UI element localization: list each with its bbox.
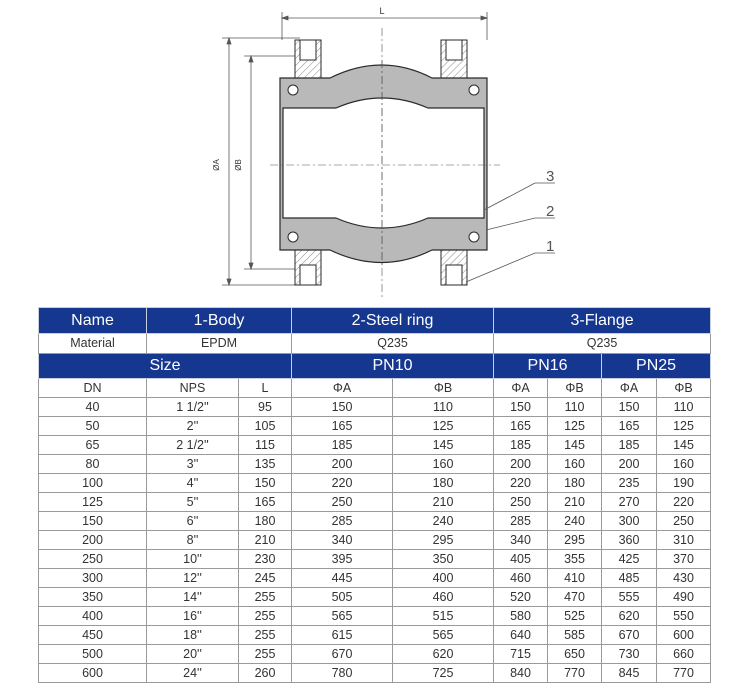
cell-pn10-a: 250: [292, 493, 393, 512]
cell-pn25-a: 185: [602, 436, 657, 455]
cell-pn16-b: 525: [548, 607, 602, 626]
cell-pn25-a: 300: [602, 512, 657, 531]
cell-pn25-b: 430: [657, 569, 711, 588]
cell-pn16-a: 460: [494, 569, 548, 588]
cell-pn16-b: 585: [548, 626, 602, 645]
cell-pn25-a: 425: [602, 550, 657, 569]
col-pn10-a: ΦA: [292, 379, 393, 398]
cell-pn10-a: 165: [292, 417, 393, 436]
cell-pn16-a: 285: [494, 512, 548, 531]
cell-l: 135: [239, 455, 292, 474]
table-row: [39, 607, 711, 626]
cell-pn10-a: 565: [292, 607, 393, 626]
cell-pn10-a: 340: [292, 531, 393, 550]
cell-pn25-a: 360: [602, 531, 657, 550]
cell-pn10-a: 395: [292, 550, 393, 569]
cell-pn10-a: 615: [292, 626, 393, 645]
cell-pn10-b: 210: [393, 493, 494, 512]
cell-dn: 600: [39, 664, 147, 683]
cell-l: 245: [239, 569, 292, 588]
cell-pn16-a: 220: [494, 474, 548, 493]
cell-l: 255: [239, 626, 292, 645]
cell-pn16-a: 250: [494, 493, 548, 512]
cell-dn: 400: [39, 607, 147, 626]
col-pn16-a: ΦA: [494, 379, 548, 398]
cell-nps: 2'': [147, 417, 239, 436]
cell-pn10-a: 150: [292, 398, 393, 417]
cell-pn25-b: 160: [657, 455, 711, 474]
header-flange: 3-Flange: [494, 308, 711, 334]
group-pn16: PN16: [494, 354, 602, 379]
cell-pn25-a: 235: [602, 474, 657, 493]
cell-pn10-b: 240: [393, 512, 494, 531]
cell-pn16-b: 210: [548, 493, 602, 512]
col-pn10-b: ΦB: [393, 379, 494, 398]
table-row: [39, 493, 711, 512]
group-pn10: PN10: [292, 354, 494, 379]
cell-pn10-b: 460: [393, 588, 494, 607]
table-row: [39, 550, 711, 569]
col-dn: DN: [39, 379, 147, 398]
cell-pn25-a: 270: [602, 493, 657, 512]
cell-pn25-a: 730: [602, 645, 657, 664]
cell-pn25-b: 490: [657, 588, 711, 607]
cell-pn25-b: 550: [657, 607, 711, 626]
cell-pn16-b: 410: [548, 569, 602, 588]
material-flange: Q235: [494, 334, 711, 354]
cell-pn25-a: 845: [602, 664, 657, 683]
material-row: [39, 334, 711, 354]
dimension-a-label: ØA: [212, 159, 221, 171]
cell-pn10-b: 620: [393, 645, 494, 664]
cell-pn25-b: 125: [657, 417, 711, 436]
cell-nps: 5'': [147, 493, 239, 512]
cell-pn25-b: 250: [657, 512, 711, 531]
table-row: [39, 417, 711, 436]
cell-l: 255: [239, 588, 292, 607]
cell-pn25-a: 200: [602, 455, 657, 474]
cell-dn: 50: [39, 417, 147, 436]
cell-pn25-a: 555: [602, 588, 657, 607]
table-row: [39, 645, 711, 664]
cell-pn10-a: 670: [292, 645, 393, 664]
cell-nps: 24'': [147, 664, 239, 683]
cell-pn16-b: 125: [548, 417, 602, 436]
spec-table: [38, 307, 711, 683]
cell-pn10-b: 160: [393, 455, 494, 474]
cell-pn25-b: 310: [657, 531, 711, 550]
cell-pn25-b: 220: [657, 493, 711, 512]
cell-pn10-b: 125: [393, 417, 494, 436]
cell-pn16-b: 295: [548, 531, 602, 550]
cell-pn16-a: 340: [494, 531, 548, 550]
cell-pn10-b: 295: [393, 531, 494, 550]
cell-pn10-b: 725: [393, 664, 494, 683]
cell-dn: 200: [39, 531, 147, 550]
table-row: [39, 398, 711, 417]
cell-l: 180: [239, 512, 292, 531]
cell-pn16-a: 715: [494, 645, 548, 664]
table-row: [39, 455, 711, 474]
cell-nps: 14'': [147, 588, 239, 607]
cell-l: 260: [239, 664, 292, 683]
rubber-joint-drawing: [0, 0, 750, 300]
cell-pn25-a: 670: [602, 626, 657, 645]
cell-pn10-b: 565: [393, 626, 494, 645]
cell-dn: 80: [39, 455, 147, 474]
cell-pn10-b: 180: [393, 474, 494, 493]
cell-nps: 20'': [147, 645, 239, 664]
callout-2: 2: [546, 203, 555, 220]
cell-dn: 300: [39, 569, 147, 588]
cell-nps: 10'': [147, 550, 239, 569]
cell-dn: 65: [39, 436, 147, 455]
cell-dn: 100: [39, 474, 147, 493]
group-row: [39, 354, 711, 379]
material-body: EPDM: [147, 334, 292, 354]
table-row: [39, 569, 711, 588]
cell-dn: 450: [39, 626, 147, 645]
cell-pn10-b: 515: [393, 607, 494, 626]
cell-pn16-b: 160: [548, 455, 602, 474]
cell-pn25-b: 370: [657, 550, 711, 569]
cell-pn16-b: 240: [548, 512, 602, 531]
cell-pn25-a: 165: [602, 417, 657, 436]
cell-pn10-a: 445: [292, 569, 393, 588]
table-row: [39, 588, 711, 607]
cell-l: 150: [239, 474, 292, 493]
cell-pn25-a: 485: [602, 569, 657, 588]
table-row: [39, 436, 711, 455]
col-nps: NPS: [147, 379, 239, 398]
cell-nps: 3'': [147, 455, 239, 474]
cell-pn25-b: 660: [657, 645, 711, 664]
cell-pn16-a: 640: [494, 626, 548, 645]
cell-pn10-a: 220: [292, 474, 393, 493]
table-row: [39, 664, 711, 683]
table-row: [39, 531, 711, 550]
cell-pn25-b: 600: [657, 626, 711, 645]
cell-pn10-a: 505: [292, 588, 393, 607]
cell-pn10-a: 185: [292, 436, 393, 455]
cell-nps: 12'': [147, 569, 239, 588]
cell-pn16-a: 150: [494, 398, 548, 417]
cell-pn16-a: 165: [494, 417, 548, 436]
cell-dn: 40: [39, 398, 147, 417]
cell-pn10-a: 200: [292, 455, 393, 474]
cell-nps: 2 1/2'': [147, 436, 239, 455]
cell-l: 255: [239, 607, 292, 626]
cell-pn16-b: 355: [548, 550, 602, 569]
cell-nps: 6'': [147, 512, 239, 531]
cell-pn16-b: 650: [548, 645, 602, 664]
cell-pn25-b: 190: [657, 474, 711, 493]
header-row: [39, 308, 711, 334]
callout-1: 1: [546, 238, 555, 255]
cell-pn10-b: 110: [393, 398, 494, 417]
cell-pn10-a: 780: [292, 664, 393, 683]
cell-pn16-a: 580: [494, 607, 548, 626]
cell-dn: 250: [39, 550, 147, 569]
cell-pn16-b: 110: [548, 398, 602, 417]
material-label: Material: [39, 334, 147, 354]
column-label-row: [39, 379, 711, 398]
cell-pn16-a: 405: [494, 550, 548, 569]
cell-l: 115: [239, 436, 292, 455]
cell-pn25-a: 150: [602, 398, 657, 417]
cell-pn10-b: 400: [393, 569, 494, 588]
table-row: [39, 626, 711, 645]
cell-pn25-b: 770: [657, 664, 711, 683]
header-steel-ring: 2-Steel ring: [292, 308, 494, 334]
cell-pn16-b: 770: [548, 664, 602, 683]
cell-nps: 4'': [147, 474, 239, 493]
callout-3: 3: [546, 168, 555, 185]
cell-l: 230: [239, 550, 292, 569]
col-pn25-b: ΦB: [657, 379, 711, 398]
dimension-l: [282, 12, 487, 40]
cell-pn16-a: 520: [494, 588, 548, 607]
cell-pn10-b: 145: [393, 436, 494, 455]
cell-pn25-b: 110: [657, 398, 711, 417]
cell-pn25-b: 145: [657, 436, 711, 455]
group-pn25: PN25: [602, 354, 711, 379]
cell-pn16-a: 200: [494, 455, 548, 474]
cell-nps: 1 1/2'': [147, 398, 239, 417]
table-row: [39, 474, 711, 493]
cell-pn16-b: 145: [548, 436, 602, 455]
cell-dn: 125: [39, 493, 147, 512]
cell-l: 95: [239, 398, 292, 417]
cell-pn10-a: 285: [292, 512, 393, 531]
cell-nps: 18'': [147, 626, 239, 645]
cell-l: 165: [239, 493, 292, 512]
cell-dn: 150: [39, 512, 147, 531]
cell-pn16-a: 840: [494, 664, 548, 683]
inner-bore: [283, 98, 484, 228]
cell-l: 255: [239, 645, 292, 664]
cell-dn: 350: [39, 588, 147, 607]
header-body: 1-Body: [147, 308, 292, 334]
material-steel-ring: Q235: [292, 334, 494, 354]
col-pn25-a: ΦA: [602, 379, 657, 398]
cell-nps: 8'': [147, 531, 239, 550]
cell-l: 105: [239, 417, 292, 436]
group-size: Size: [39, 354, 292, 379]
cell-pn16-b: 470: [548, 588, 602, 607]
dimension-b-label: ØB: [234, 159, 243, 171]
cell-nps: 16'': [147, 607, 239, 626]
cell-pn10-b: 350: [393, 550, 494, 569]
header-name: Name: [39, 308, 147, 334]
col-l: L: [239, 379, 292, 398]
dimension-l-label: L: [379, 6, 385, 16]
cell-l: 210: [239, 531, 292, 550]
table-row: [39, 512, 711, 531]
cell-pn25-a: 620: [602, 607, 657, 626]
cell-pn16-a: 185: [494, 436, 548, 455]
cell-dn: 500: [39, 645, 147, 664]
cell-pn16-b: 180: [548, 474, 602, 493]
col-pn16-b: ΦB: [548, 379, 602, 398]
